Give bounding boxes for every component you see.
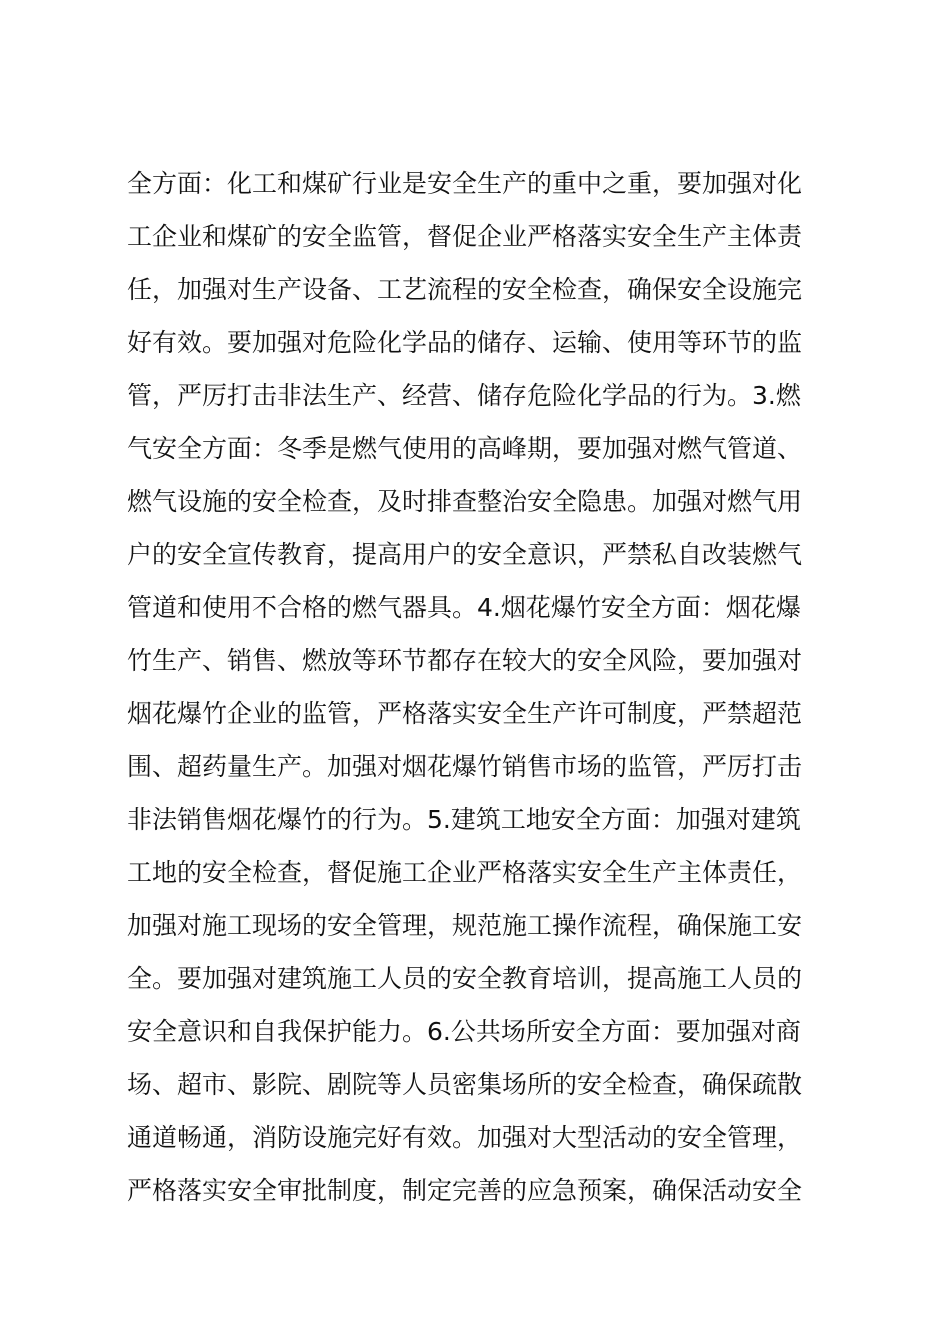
text-line: 工地的安全检查，督促施工企业严格落实安全生产主体责任， — [127, 858, 803, 887]
text-line: 任，加强对生产设备、工艺流程的安全检查，确保安全设施完 — [127, 275, 803, 304]
text-line: 加强对施工现场的安全管理，规范施工操作流程，确保施工安 — [127, 911, 803, 940]
text-line: 工企业和煤矿的安全监管，督促企业严格落实安全生产主体责 — [127, 222, 803, 251]
text-line: 燃气设施的安全检查，及时排查整治安全隐患。加强对燃气用 — [127, 487, 803, 516]
text-line: 好有效。要加强对危险化学品的储存、运输、使用等环节的监 — [127, 328, 803, 357]
text-line: 全方面：化工和煤矿行业是安全生产的重中之重，要加强对化 — [127, 169, 803, 198]
text-line: 竹生产、销售、燃放等环节都存在较大的安全风险，要加强对 — [127, 646, 803, 675]
text-line: 场、超市、影院、剧院等人员密集场所的安全检查，确保疏散 — [127, 1070, 803, 1099]
text-line: 管道和使用不合格的燃气器具。4.烟花爆竹安全方面：烟花爆 — [127, 593, 801, 622]
text-line: 安全意识和自我保护能力。6.公共场所安全方面：要加强对商 — [127, 1017, 801, 1046]
text-line: 烟花爆竹企业的监管，严格落实安全生产许可制度，严禁超范 — [127, 699, 803, 728]
body-text — [127, 169, 833, 1243]
text-line: 非法销售烟花爆竹的行为。5.建筑工地安全方面：加强对建筑 — [127, 805, 801, 834]
text-line: 通道畅通，消防设施完好有效。加强对大型活动的安全管理， — [127, 1123, 803, 1152]
text-line: 管，严厉打击非法生产、经营、储存危险化学品的行为。3.燃 — [127, 381, 801, 410]
text-line: 围、超药量生产。加强对烟花爆竹销售市场的监管，严厉打击 — [127, 752, 803, 781]
text-line: 严格落实安全审批制度，制定完善的应急预案，确保活动安全 — [127, 1176, 803, 1205]
text-line: 户的安全宣传教育，提高用户的安全意识，严禁私自改装燃气 — [127, 540, 803, 569]
text-line: 全。要加强对建筑施工人员的安全教育培训，提高施工人员的 — [127, 964, 803, 993]
text-line: 气安全方面：冬季是燃气使用的高峰期，要加强对燃气管道、 — [127, 434, 803, 463]
